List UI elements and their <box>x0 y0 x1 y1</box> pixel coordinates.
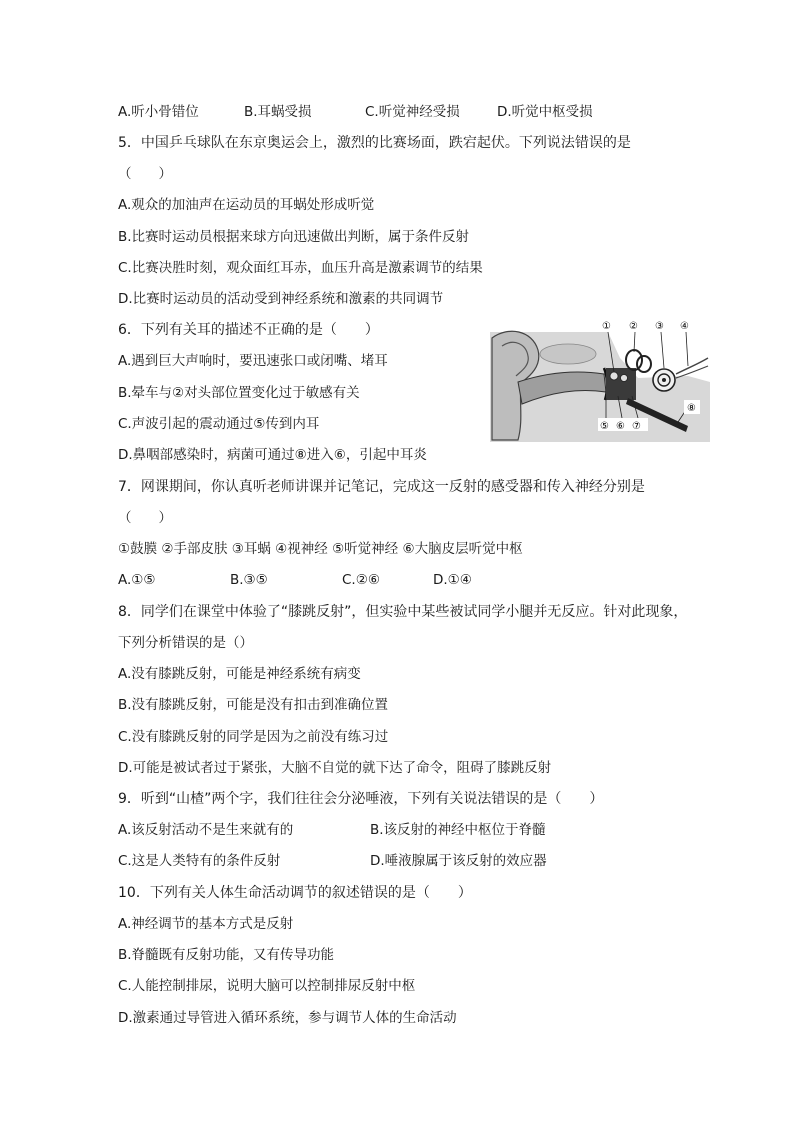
cochlea-core <box>662 378 666 382</box>
q9-option-b: B.该反射的神经中枢位于脊髓 <box>370 822 546 838</box>
q4-option-b: B.耳蜗受损 <box>244 104 312 120</box>
q8-stem: 8．同学们在课堂中体验了“膝跳反射”，但实验中某些被试同学小腿并无反应。针对此现象， <box>118 604 688 620</box>
q6-stem: 6．下列有关耳的描述不正确的是（ ） <box>118 322 379 338</box>
figure-label-3: ③ <box>655 321 664 332</box>
figure-label-5: ⑤ <box>600 421 609 432</box>
leader-line <box>661 332 664 368</box>
figure-label-6: ⑥ <box>616 421 625 432</box>
q10-stem: 10．下列有关人体生命活动调节的叙述错误的是（ ） <box>118 885 472 901</box>
semicircular-canal <box>637 356 651 372</box>
q10-option-c: C.人能控制排尿，说明大脑可以控制排尿反射中枢 <box>118 978 416 994</box>
q9-stem: 9．听到“山楂”两个字，我们往往会分泌唾液，下列有关说法错误的是（ ） <box>118 791 604 807</box>
ear-structure-figure <box>488 318 710 442</box>
q5-paren: （ ） <box>118 166 172 182</box>
q8-option-b: B.没有膝跳反射，可能是没有扣击到准确位置 <box>118 697 389 713</box>
q8-option-c: C.没有膝跳反射的同学是因为之前没有练习过 <box>118 729 389 745</box>
leader-line <box>634 332 635 352</box>
q5-stem: 5．中国乒乓球队在东京奥运会上，激烈的比赛场面，跌宕起伏。下列说法错误的是 <box>118 135 631 151</box>
q9-option-a: A.该反射活动不是生来就有的 <box>118 822 294 838</box>
figure-label-4: ④ <box>680 321 689 332</box>
ossicle <box>621 375 628 382</box>
figure-label-2: ② <box>629 321 638 332</box>
semicircular-canal <box>626 350 642 370</box>
q8-option-d: D.可能是被试者过于紧张，大脑不自觉的就下达了命令，阻碍了膝跳反射 <box>118 760 552 776</box>
q6-option-a: A.遇到巨大声响时，要迅速张口或闭嘴、堵耳 <box>118 353 388 369</box>
q4-option-d: D.听觉中枢受损 <box>497 104 593 120</box>
q8-option-a: A.没有膝跳反射，可能是神经系统有病变 <box>118 666 361 682</box>
q7-option-d: D.①④ <box>433 572 472 588</box>
q5-option-b: B.比赛时运动员根据来球方向迅速做出判断，属于条件反射 <box>118 229 470 245</box>
q7-option-c: C.②⑥ <box>342 572 380 588</box>
q4-option-c: C.听觉神经受损 <box>365 104 460 120</box>
q6-option-d: D.鼻咽部感染时，病菌可通过⑧进入⑥，引起中耳炎 <box>118 447 427 463</box>
q10-option-d: D.激素通过导管进入循环系统，参与调节人体的生命活动 <box>118 1010 457 1026</box>
ear-diagram <box>488 318 710 442</box>
q5-option-a: A.观众的加油声在运动员的耳蜗处形成听觉 <box>118 197 375 213</box>
figure-label-7: ⑦ <box>632 421 641 432</box>
q7-paren: （ ） <box>118 510 172 526</box>
figure-label-1: ① <box>602 321 611 332</box>
auditory-nerve <box>676 358 708 374</box>
q5-option-c: C.比赛决胜时刻，观众面红耳赤，血压升高是激素调节的结果 <box>118 260 483 276</box>
q6-option-b: B.晕车与②对头部位置变化过于敏感有关 <box>118 385 360 401</box>
q6-option-c: C.声波引起的震动通过⑤传到内耳 <box>118 416 320 432</box>
leader-line <box>686 332 688 366</box>
q4-option-a: A.听小骨错位 <box>118 104 199 120</box>
q7-stem: 7．网课期间，你认真听老师讲课并记笔记，完成这一反射的感受器和传入神经分别是 <box>118 479 645 495</box>
q8-stem-continued: 下列分析错误的是（） <box>118 635 253 651</box>
q7-option-a: A.①⑤ <box>118 572 156 588</box>
figure-label-8: ⑧ <box>687 403 696 414</box>
middle-ear-cavity <box>606 368 636 400</box>
q9-option-c: C.这是人类特有的条件反射 <box>118 853 281 869</box>
bone-area <box>540 344 596 364</box>
ossicle <box>610 372 618 380</box>
q9-option-d: D.唾液腺属于该反射的效应器 <box>370 853 547 869</box>
q5-option-d: D.比赛时运动员的活动受到神经系统和激素的共同调节 <box>118 291 444 307</box>
q10-option-b: B.脊髓既有反射功能，又有传导功能 <box>118 947 335 963</box>
q7-option-b: B.③⑤ <box>230 572 268 588</box>
q7-items: ①鼓膜 ②手部皮肤 ③耳蜗 ④视神经 ⑤听觉神经 ⑥大脑皮层听觉中枢 <box>118 541 523 557</box>
q10-option-a: A.神经调节的基本方式是反射 <box>118 916 294 932</box>
